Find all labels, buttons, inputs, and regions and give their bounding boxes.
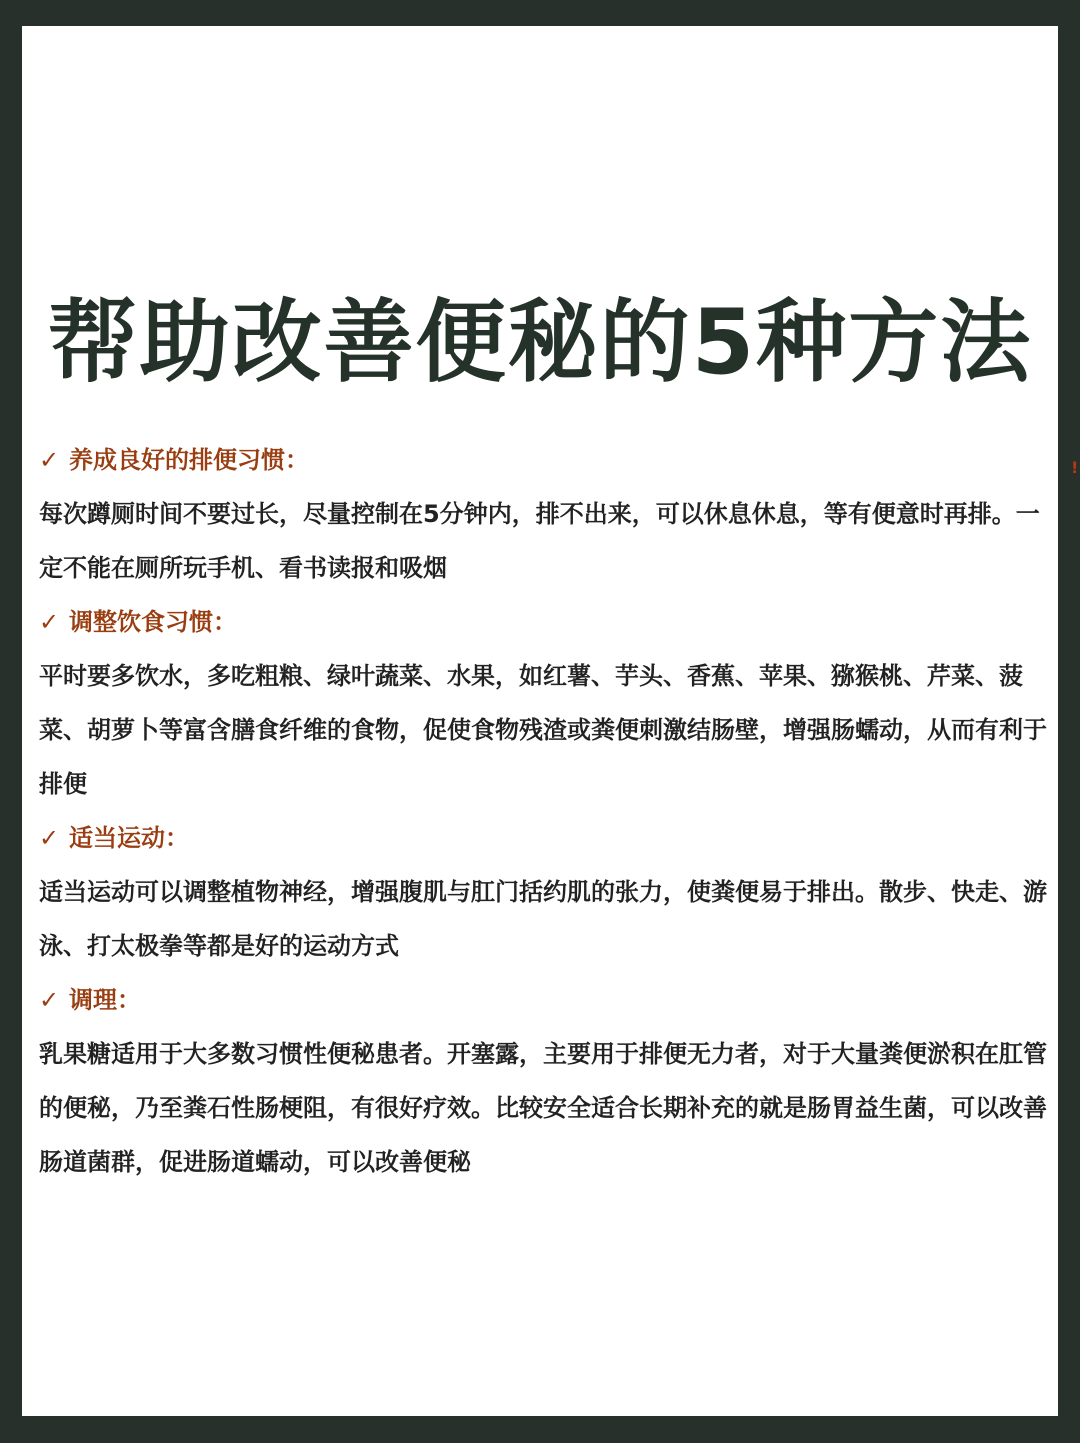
section-body: 适当运动可以调整植物神经，增强腹肌与肛门括约肌的张力，使粪便易于排出。散步、快走、游泳、打太极拳等都是好的运动方式: [39, 878, 1047, 960]
section-heading-label: 适当运动：: [69, 824, 189, 852]
section-heading-label: 养成良好的排便习惯：: [69, 446, 309, 474]
section-body: 平时要多饮水，多吃粗粮、绿叶蔬菜、水果，如红薯、芋头、香蕉、苹果、猕猴桃、芹菜、菠菜、胡萝卜等富含膳食纤维的食物，促使食物残渣或粪便刺激结肠壁，增强肠蠕动，从而有利于排便: [39, 662, 1047, 798]
content-card: [22, 26, 1058, 1416]
section-heading-label: 调整饮食习惯：: [69, 608, 237, 636]
tip-section-exercise: [39, 811, 1049, 973]
page-title: 帮助改善便秘的5种方法: [47, 290, 1033, 395]
section-heading: [39, 595, 1049, 649]
tips-list: [39, 433, 1049, 1189]
tip-section-diet: [39, 595, 1049, 811]
checkmark-icon: ✓: [39, 608, 60, 636]
tip-section-conditioning: [39, 973, 1049, 1189]
section-heading: [39, 433, 1049, 487]
section-body: 乳果糖适用于大多数习惯性便秘患者。开塞露，主要用于排便无力者，对于大量粪便淤积在肛管的便秘，乃至粪石性肠梗阻，有很好疗效。比较安全适合长期补充的就是肠胃益生菌，可以改善肠道菌群，促进肠道蠕动，可以改善便秘: [39, 1040, 1047, 1176]
tip-section-habit: [39, 433, 1049, 595]
section-body: 每次蹲厕时间不要过长，尽量控制在5分钟内，排不出来，可以休息休息，等有便意时再排。一定不能在厕所玩手机、看书读报和吸烟: [39, 500, 1040, 582]
section-heading: [39, 811, 1049, 865]
checkmark-icon: ✓: [39, 824, 60, 852]
section-heading: [39, 973, 1049, 1027]
checkmark-icon: ✓: [39, 986, 60, 1014]
checkmark-icon: ✓: [39, 446, 60, 474]
section-heading-label: 调理：: [69, 986, 141, 1014]
edge-mark: !: [1071, 458, 1079, 477]
